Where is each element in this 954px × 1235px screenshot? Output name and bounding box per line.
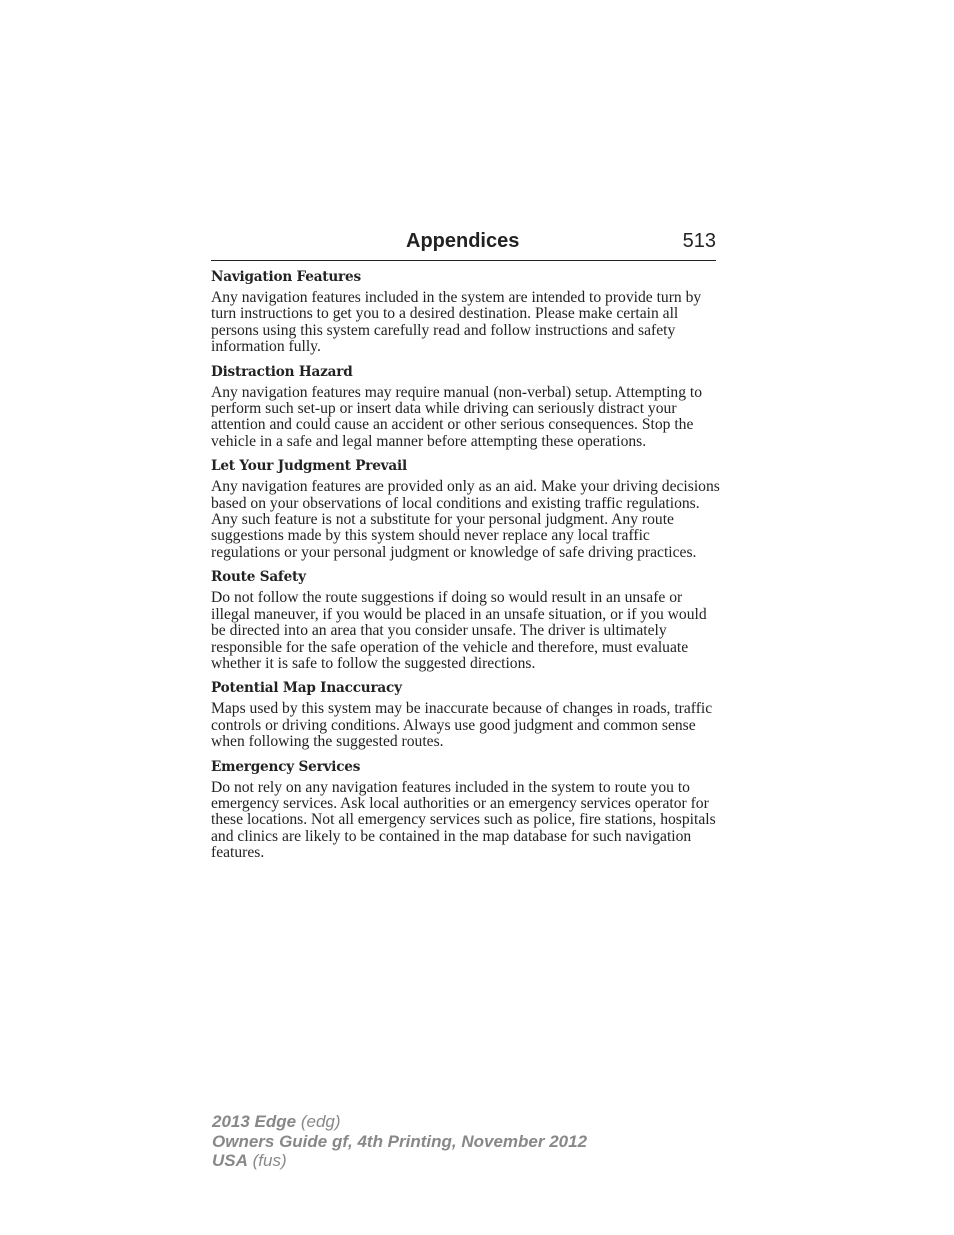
section-heading: Emergency Services [211, 758, 361, 775]
section-distraction-hazard [211, 362, 721, 451]
page-title: Appendices [406, 230, 520, 252]
page-header [211, 228, 716, 261]
section-body: Do not rely on any navigation features included in the system to route you to emergency services. Ask local authorities or an emergency services operator for these locations. Not all emergency services such as police, fire stations, hospitals and clinics are likely to be contained in the map database for such navigation features. [211, 778, 716, 862]
footer-model: 2013 Edge [212, 1112, 297, 1131]
section-heading: Let Your Judgment Prevail [211, 458, 407, 475]
section-let-your-judgment-prevail [211, 456, 721, 561]
section-heading: Distraction Hazard [211, 363, 353, 380]
footer-line-region [212, 1151, 587, 1171]
footer-line-model [212, 1112, 587, 1132]
page-footer [212, 1112, 587, 1171]
section-body: Maps used by this system may be inaccurate because of changes in roads, traffic controls or driving conditions. Always use good judgment and common sense when following the suggested routes. [211, 700, 713, 751]
section-body: Do not follow the route suggestions if doing so would result in an unsafe or illegal maneuver, if you would be placed in an unsafe situation, or if you would be directed into an area that you consider unsafe. The driver is ultimately responsible for the safe operation of the vehicle and therefore, must evaluate whether it is safe to follow the suggested directions. [211, 589, 707, 672]
section-heading: Navigation Features [211, 269, 361, 285]
section-heading: Route Safety [211, 569, 306, 586]
footer-line-guide [212, 1132, 587, 1152]
page-content [211, 267, 721, 868]
section-potential-map-inaccuracy [211, 678, 721, 750]
footer-region: USA [212, 1151, 248, 1170]
page-number: 513 [682, 230, 716, 252]
section-route-safety [211, 567, 721, 672]
footer-model-code: (edg) [300, 1112, 341, 1131]
footer-guide: Owners Guide gf, 4th Printing, November 2012 [212, 1131, 588, 1151]
section-heading: Potential Map Inaccuracy [211, 680, 402, 697]
section-body: Any navigation features are provided only as an aid. Make your driving decisions based on your observations of local conditions and existing traffic regulations. Any such feature is not a substitute for your personal judgment. Any route suggestions made by this system should never replace any local traffic regulations or your personal judgment or knowledge of safe driving practices. [211, 478, 720, 561]
section-navigation-features [211, 267, 721, 356]
section-body: Any navigation features may require manual (non-verbal) setup. Attempting to perform such set-up or insert data while driving can seriously distract your attention and could cause an accident or other serious consequences. Stop the vehicle in a safe and legal manner before attempting these operations. [211, 383, 703, 450]
footer-region-code: (fus) [252, 1151, 287, 1170]
section-body: Any navigation features included in the system are intended to provide turn by turn instructions to get you to a desired destination. Please make certain all persons using this system carefully read and follow instructions and safety information fully. [211, 289, 702, 356]
section-emergency-services [211, 757, 721, 862]
